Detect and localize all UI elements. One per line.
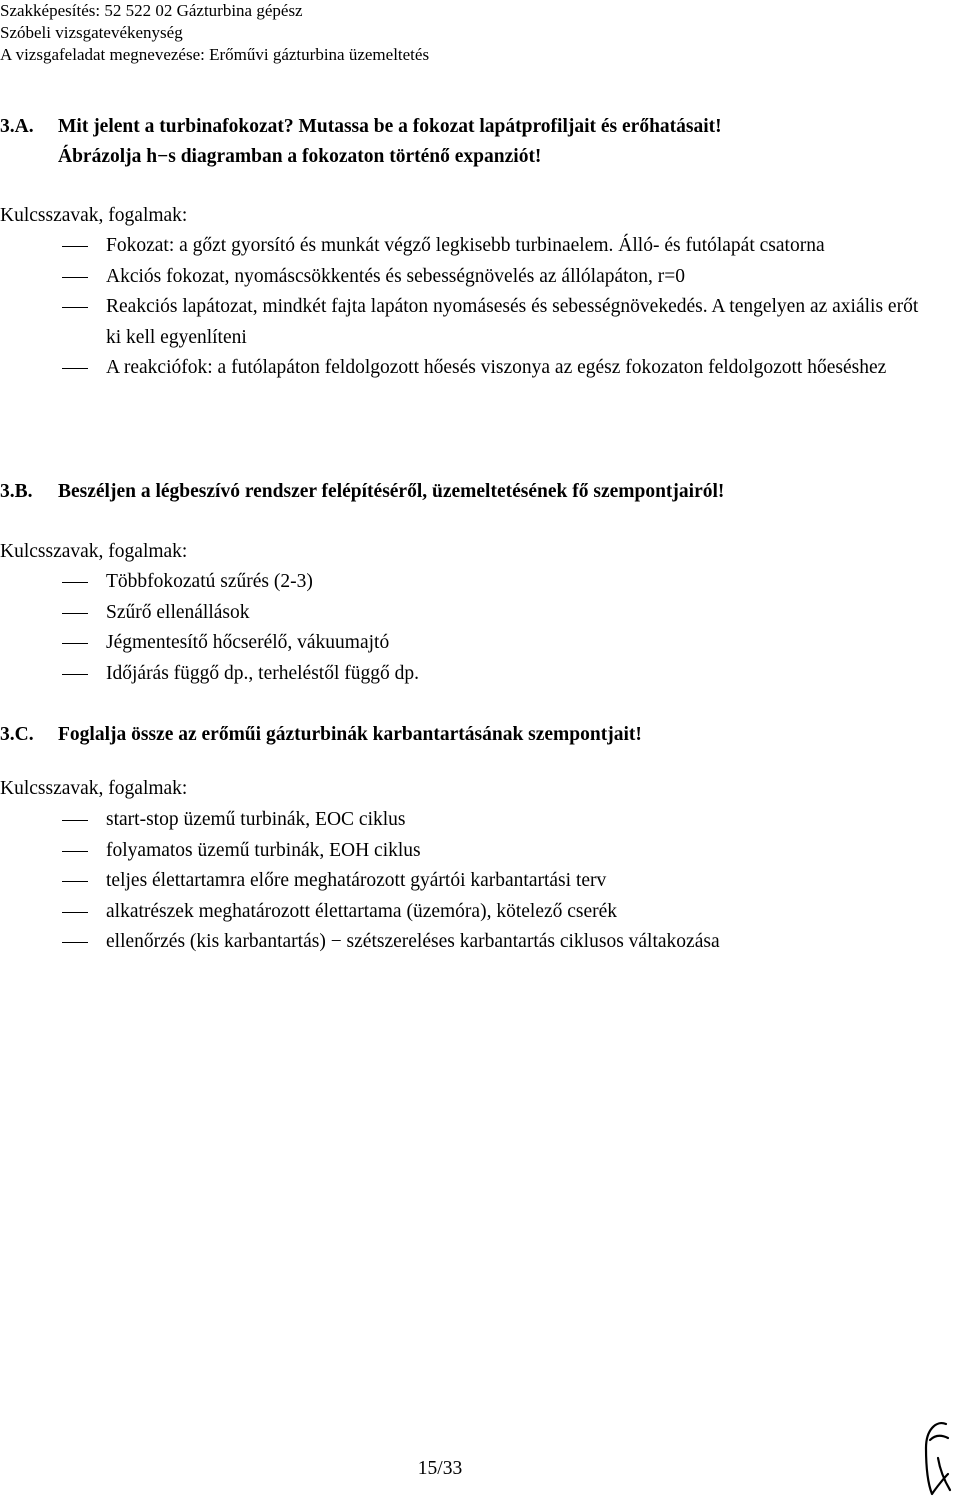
list-item-text: Időjárás függő dp., terheléstől függő dp. [106, 662, 420, 684]
dash-icon [62, 277, 88, 278]
dash-icon [62, 643, 88, 644]
dash-icon [62, 942, 88, 943]
list-item-text: start-stop üzemű turbinák, EOC ciklus [106, 809, 406, 830]
question-number: 3.A. [0, 116, 34, 137]
header-exam-type: Szóbeli vizsgatevékenység [0, 23, 183, 42]
list-item-text: Többfokozatú szűrés (2-3) [106, 571, 313, 592]
list-item [0, 836, 930, 867]
list-item [0, 567, 930, 598]
list-item-text: Jégmentesítő hőcserélő, vákuumajtó [106, 632, 390, 653]
dash-icon [62, 307, 88, 308]
question-title: Beszéljen a légbeszívó rendszer felépítéséről, üzemeltetésének fő szempontjairól! [58, 481, 725, 502]
page-number: 15/33 [417, 1458, 463, 1479]
list-item [0, 598, 930, 629]
dash-icon [62, 912, 88, 913]
keywords-heading: Kulcsszavak, fogalmak: [0, 778, 188, 799]
keywords-heading: Kulcsszavak, fogalmak: [0, 541, 188, 562]
dash-icon [62, 246, 88, 247]
dash-icon [62, 613, 88, 614]
dash-icon [62, 820, 88, 821]
question-3b [0, 477, 724, 507]
list-item [0, 805, 930, 836]
dash-icon [62, 582, 88, 583]
list-item-text: Fokozat: a gőzt gyorsító és munkát végző legkisebb turbinaelem. Álló- és futólapát csatorna [106, 235, 825, 256]
list-item-text: ellenőrzés (kis karbantartás) − szétszereléses karbantartás ciklusos váltakozása [106, 931, 720, 952]
keyword-list [0, 231, 930, 384]
keyword-list [0, 567, 930, 689]
dash-icon [62, 881, 88, 882]
header-qualification: Szakképesítés: 52 522 02 Gázturbina gépész [0, 1, 303, 20]
dash-icon [62, 368, 88, 369]
dash-icon [62, 851, 88, 852]
signature-mark [918, 1418, 954, 1498]
keyword-list [0, 805, 930, 958]
list-item [0, 927, 930, 958]
list-item-text: A reakciófok: a futólapáton feldolgozott hőesés viszonya az egész fokozaton feldolgozott hőeséshez [106, 357, 887, 378]
list-item [0, 353, 930, 384]
list-item [0, 897, 930, 928]
list-item [0, 231, 930, 262]
question-title: Mit jelent a turbinafokozat? Mutassa be a fokozat lapátprofiljait és erőhatásait! [58, 116, 722, 137]
list-item [0, 628, 930, 659]
list-item [0, 866, 930, 897]
list-item [0, 292, 930, 353]
question-3c [0, 720, 642, 750]
list-item-text: alkatrészek meghatározott élettartama (üzemóra), kötelező cserék [106, 900, 618, 922]
list-item-text: teljes élettartamra előre meghatározott gyártói karbantartási terv [106, 870, 607, 891]
header-task-name: A vizsgafeladat megnevezése: Erőművi gázturbina üzemeltetés [0, 45, 430, 64]
dash-icon [62, 674, 88, 675]
list-item-text: Reakciós lapátozat, mindkét fajta lapáton nyomásesés és sebességnövekedés. A tengelyen az axiális erőt ki kell egyenlíteni [106, 296, 919, 348]
question-number: 3.B. [0, 481, 33, 502]
list-item-text: Szűrő ellenállások [106, 601, 250, 623]
question-title: Foglalja össze az erőműi gázturbinák karbantartásának szempontjait! [58, 724, 642, 745]
list-item [0, 659, 930, 690]
question-title-continued: Ábrázolja h−s diagramban a fokozaton történő expanziót! [58, 146, 542, 167]
list-item [0, 262, 930, 293]
keywords-heading: Kulcsszavak, fogalmak: [0, 205, 188, 226]
page-header [0, 0, 429, 66]
question-number: 3.C. [0, 724, 34, 745]
question-3a [0, 112, 722, 172]
list-item-text: Akciós fokozat, nyomáscsökkentés és sebességnövelés az állólapáton, r=0 [106, 265, 686, 287]
list-item-text: folyamatos üzemű turbinák, EOH ciklus [106, 839, 421, 861]
